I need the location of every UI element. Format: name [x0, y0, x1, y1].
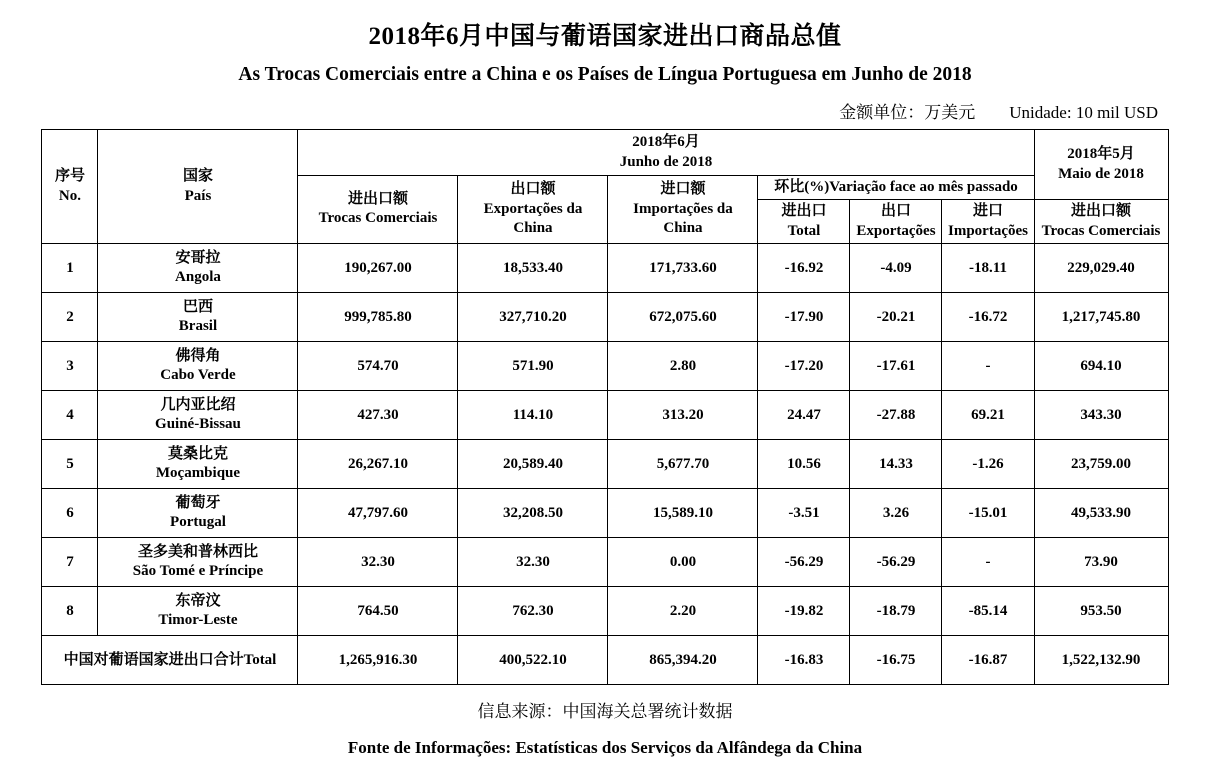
row-var-imports: -16.72: [942, 293, 1034, 342]
total-prev-trocas: 1,522,132.90: [1034, 636, 1168, 685]
row-var-total: -3.51: [758, 489, 850, 538]
row-imports: 171,733.60: [608, 244, 758, 293]
row-var-imports: -1.26: [942, 440, 1034, 489]
row-imports: 672,075.60: [608, 293, 758, 342]
source-note-pt: Fonte de Informações: Estatísticas dos Serviços da Alfândega da China: [347, 738, 863, 757]
row-country-pt: Moçambique: [155, 465, 241, 481]
row-exports: 32.30: [458, 538, 608, 587]
header-no: [42, 130, 98, 244]
page-title-cn: 2018年6月中国与葡语国家进出口商品总值: [368, 23, 842, 50]
row-trocas: 427.30: [298, 391, 458, 440]
header-var-exp-cn: 出口: [880, 203, 911, 219]
row-exports: 32,208.50: [458, 489, 608, 538]
total-var-total: -16.83: [758, 636, 850, 685]
source-note-cn: 信息来源：中国海关总署统计数据: [477, 702, 733, 721]
header-period-prev: [1034, 130, 1168, 200]
total-exports: 400,522.10: [458, 636, 608, 685]
header-country: [98, 130, 298, 244]
row-var-imports: -15.01: [942, 489, 1034, 538]
row-var-total: -19.82: [758, 587, 850, 636]
row-country: [98, 587, 298, 636]
row-prev-trocas: 343.30: [1034, 391, 1168, 440]
header-prev-trocas: [1034, 200, 1168, 244]
header-period-current-cn: 2018年6月: [632, 134, 700, 150]
header-no-pt: No.: [58, 187, 82, 204]
row-no: 1: [42, 244, 98, 293]
row-country-pt: Cabo Verde: [160, 367, 236, 383]
row-trocas: 999,785.80: [298, 293, 458, 342]
row-country-pt: Angola: [175, 269, 221, 285]
unit-line: [24, 98, 1186, 123]
row-country-cn: 葡萄牙: [175, 494, 221, 511]
total-var-imports: -16.87: [942, 636, 1034, 685]
header-country-pt: País: [184, 187, 212, 204]
row-no: 4: [42, 391, 98, 440]
total-row-label: 中国对葡语国家进出口合计Total: [42, 636, 298, 685]
header-trocas-comerciais: [298, 175, 458, 244]
header-imports-cn: 进口额: [660, 181, 706, 197]
row-country-cn: 佛得角: [175, 347, 221, 364]
unit-label-cn: 金额单位：万美元: [839, 103, 976, 122]
row-exports: 762.30: [458, 587, 608, 636]
row-exports: 571.90: [458, 342, 608, 391]
table-total-row: [42, 636, 1168, 685]
row-country-cn: 圣多美和普林西比: [137, 543, 258, 560]
row-country-pt: São Tomé e Príncipe: [132, 563, 264, 579]
row-no: 3: [42, 342, 98, 391]
table-row: [42, 293, 1168, 342]
header-exports-cn: 出口额: [510, 181, 556, 197]
row-var-total: 10.56: [758, 440, 850, 489]
total-var-exports: -16.75: [850, 636, 942, 685]
row-country-pt: Portugal: [170, 514, 226, 530]
row-trocas: 26,267.10: [298, 440, 458, 489]
table-header-row-1: [42, 130, 1168, 176]
header-var-imports: [942, 200, 1034, 244]
table-row: [42, 587, 1168, 636]
row-var-exports: 3.26: [850, 489, 942, 538]
page-title-pt: As Trocas Comerciais entre a China e os Países de Língua Portuguesa em Junho de 2018: [238, 64, 972, 85]
row-country-cn: 巴西: [182, 298, 213, 315]
row-prev-trocas: 229,029.40: [1034, 244, 1168, 293]
row-country-pt: Brasil: [178, 318, 218, 334]
row-country-cn: 安哥拉: [175, 249, 221, 266]
row-prev-trocas: 1,217,745.80: [1034, 293, 1168, 342]
header-trocas-pt: Trocas Comerciais: [318, 210, 438, 227]
row-var-exports: -17.61: [850, 342, 942, 391]
header-variation: 环比(%)Variação face ao mês passado: [758, 175, 1034, 200]
row-trocas: 764.50: [298, 587, 458, 636]
header-exportacoes: [458, 175, 608, 244]
header-var-total: [758, 200, 850, 244]
row-no: 6: [42, 489, 98, 538]
row-no: 8: [42, 587, 98, 636]
unit-label-pt: Unidade: 10 mil USD: [1009, 103, 1158, 122]
row-exports: 327,710.20: [458, 293, 608, 342]
row-imports: 15,589.10: [608, 489, 758, 538]
row-var-total: -17.20: [758, 342, 850, 391]
row-country: [98, 391, 298, 440]
row-country-cn: 莫桑比克: [167, 445, 228, 462]
row-country: [98, 489, 298, 538]
row-imports: 2.20: [608, 587, 758, 636]
header-var-total-cn: 进出口: [781, 203, 827, 219]
trade-data-table: [41, 129, 1168, 685]
row-trocas: 190,267.00: [298, 244, 458, 293]
header-prev-trocas-pt: Trocas Comerciais: [1041, 222, 1161, 239]
row-trocas: 574.70: [298, 342, 458, 391]
header-var-exp-pt: Exportações: [856, 222, 936, 239]
row-imports: 0.00: [608, 538, 758, 587]
table-row: [42, 342, 1168, 391]
row-var-imports: -85.14: [942, 587, 1034, 636]
row-var-exports: -20.21: [850, 293, 942, 342]
total-imports: 865,394.20: [608, 636, 758, 685]
row-imports: 313.20: [608, 391, 758, 440]
row-exports: 20,589.40: [458, 440, 608, 489]
header-period-prev-pt: Maio de 2018: [1058, 165, 1144, 182]
table-row: [42, 440, 1168, 489]
row-imports: 5,677.70: [608, 440, 758, 489]
row-var-imports: -: [942, 342, 1034, 391]
total-trocas: 1,265,916.30: [298, 636, 458, 685]
table-row: [42, 489, 1168, 538]
header-period-prev-cn: 2018年5月: [1067, 146, 1135, 162]
header-no-cn: 序号: [54, 168, 85, 184]
row-country: [98, 293, 298, 342]
row-country-pt: Timor-Leste: [158, 612, 238, 628]
header-var-total-pt: Total: [787, 222, 821, 239]
row-prev-trocas: 49,533.90: [1034, 489, 1168, 538]
row-var-exports: 14.33: [850, 440, 942, 489]
row-var-exports: -27.88: [850, 391, 942, 440]
header-var-imp-pt: Importações: [948, 222, 1028, 239]
row-var-imports: -18.11: [942, 244, 1034, 293]
table-row: [42, 391, 1168, 440]
row-var-imports: 69.21: [942, 391, 1034, 440]
row-no: 2: [42, 293, 98, 342]
row-no: 7: [42, 538, 98, 587]
row-prev-trocas: 23,759.00: [1034, 440, 1168, 489]
row-var-imports: -: [942, 538, 1034, 587]
header-period-current-pt: Junho de 2018: [619, 154, 713, 171]
row-prev-trocas: 953.50: [1034, 587, 1168, 636]
row-trocas: 47,797.60: [298, 489, 458, 538]
row-country-cn: 几内亚比绍: [160, 396, 236, 413]
row-var-total: -17.90: [758, 293, 850, 342]
row-country: [98, 342, 298, 391]
header-trocas-cn: 进出口额: [347, 190, 408, 207]
header-imports-pt-line1: Importações da: [633, 200, 733, 217]
header-country-cn: 国家: [182, 168, 213, 184]
row-exports: 18,533.40: [458, 244, 608, 293]
header-imports-pt-line2: China: [663, 220, 703, 236]
row-prev-trocas: 694.10: [1034, 342, 1168, 391]
row-trocas: 32.30: [298, 538, 458, 587]
table-row: [42, 538, 1168, 587]
row-exports: 114.10: [458, 391, 608, 440]
row-var-exports: -4.09: [850, 244, 942, 293]
header-prev-trocas-cn: 进出口额: [1071, 203, 1132, 219]
table-row: [42, 244, 1168, 293]
row-country-pt: Guiné-Bissau: [155, 416, 241, 432]
header-period-current: [298, 130, 1034, 176]
header-importacoes: [608, 175, 758, 244]
header-var-exports: [850, 200, 942, 244]
row-var-exports: -56.29: [850, 538, 942, 587]
row-country-cn: 东帝汶: [175, 592, 221, 609]
row-country: [98, 244, 298, 293]
row-country: [98, 538, 298, 587]
row-country: [98, 440, 298, 489]
row-var-total: -56.29: [758, 538, 850, 587]
row-no: 5: [42, 440, 98, 489]
row-prev-trocas: 73.90: [1034, 538, 1168, 587]
row-var-total: 24.47: [758, 391, 850, 440]
row-var-total: -16.92: [758, 244, 850, 293]
row-imports: 2.80: [608, 342, 758, 391]
header-var-imp-cn: 进口: [972, 203, 1003, 219]
row-var-exports: -18.79: [850, 587, 942, 636]
header-exports-pt-line2: China: [513, 220, 553, 236]
header-exports-pt-line1: Exportações da: [483, 200, 583, 217]
